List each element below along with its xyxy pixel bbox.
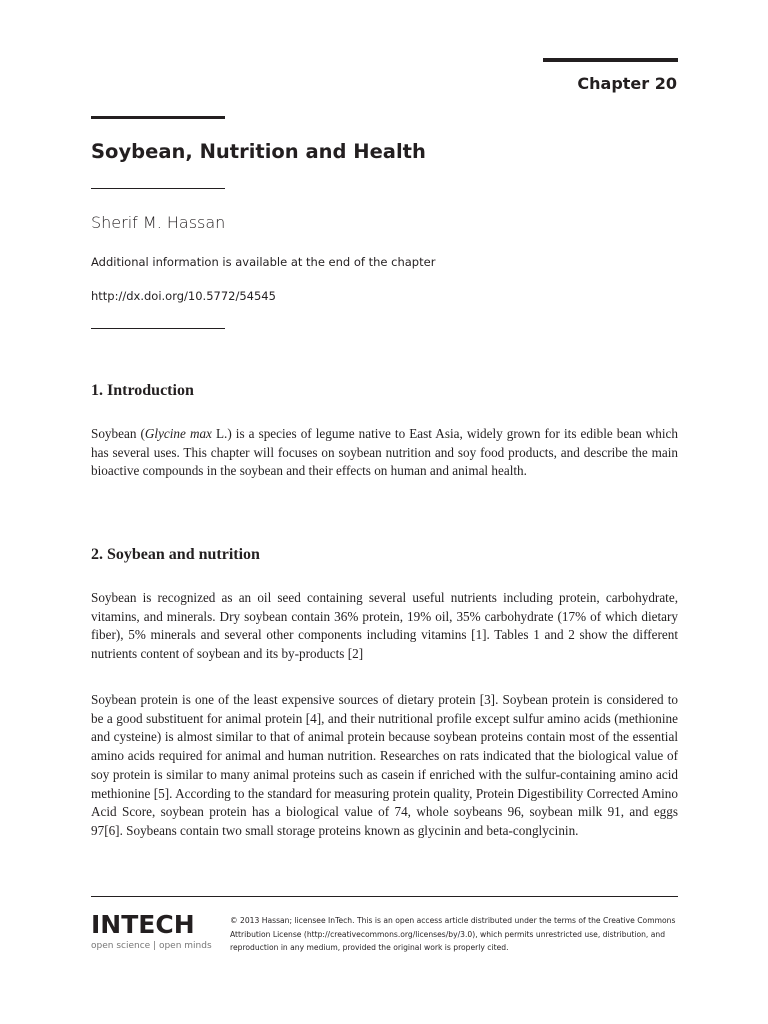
intro-text-prefix: Soybean (: [91, 426, 145, 441]
page-title: Soybean, Nutrition and Health: [91, 140, 426, 163]
logo-name: INTECH: [91, 910, 195, 939]
doi-rule: [91, 328, 225, 329]
nutrition-paragraph-1: Soybean is recognized as an oil seed containing several useful nutrients including protein, carbohydrate, vitamins, and minerals. Dry soybean contain 36% protein, 19% oil, 35% carbohydrate (17% of which dietary fiber), 5% minerals and several other components including vitamins [1]. Tables 1 and 2 show the different nutrients content of soybean and its by-products [2]: [91, 590, 678, 662]
chapter-rule: [543, 58, 678, 62]
doi-link[interactable]: http://dx.doi.org/10.5772/54545: [91, 289, 276, 303]
introduction-paragraph: [91, 425, 678, 481]
footer-rule: [91, 896, 678, 897]
additional-info: Additional information is available at the end of the chapter: [91, 255, 436, 269]
intro-text-suffix: L.) is a species of legume native to East Asia, widely grown for its edible bean which has several uses. This chapter will focuses on soybean nutrition and soy food products, and describe the main bioactive compounds in the soybean and their effects on human and animal health.: [91, 426, 678, 479]
nutrition-paragraph-2: Soybean protein is one of the least expensive sources of dietary protein [3]. Soybean protein is considered to be a good substituent for animal protein [4], and their nutritional profile except sulfur amino acids (methionine and cysteine) is almost similar to that of animal protein because soybean proteins contain most of the essential amino acids required for animal and human nutrition. Researches on rats indicated that the biological value of soy protein is similar to many animal proteins such as casein if enriched with the sulfur-containing amino acid methionine [5]. According to the standard for measuring protein quality, Protein Digestibility Corrected Amino Acid Score, soybean protein has a biological value of 74, whole soybeans 96, soybean milk 91, and eggs 97[6]. Soybeans contain two small storage proteins known as glycinin and beta-conglycinin.: [91, 692, 678, 838]
title-rule-bottom: [91, 188, 225, 189]
logo-tagline: open science | open minds: [91, 941, 212, 951]
section-heading-nutrition: 2. Soybean and nutrition: [91, 546, 260, 563]
copyright-notice: © 2013 Hassan; licensee InTech. This is an open access article distributed under the terms of the Creative Commons Attribution License (http://creativecommons.org/licenses/by/3.0), which permits unrestricted use, distribution, and reproduction in any medium, provided the original work is properly cited.: [230, 916, 676, 952]
title-rule-top: [91, 116, 225, 119]
chapter-label: Chapter 20: [577, 74, 677, 93]
intech-logo: [91, 911, 212, 951]
author-name: Sherif M. Hassan: [91, 213, 226, 232]
section-heading-introduction: 1. Introduction: [91, 382, 194, 399]
species-name: Glycine max: [144, 426, 212, 441]
